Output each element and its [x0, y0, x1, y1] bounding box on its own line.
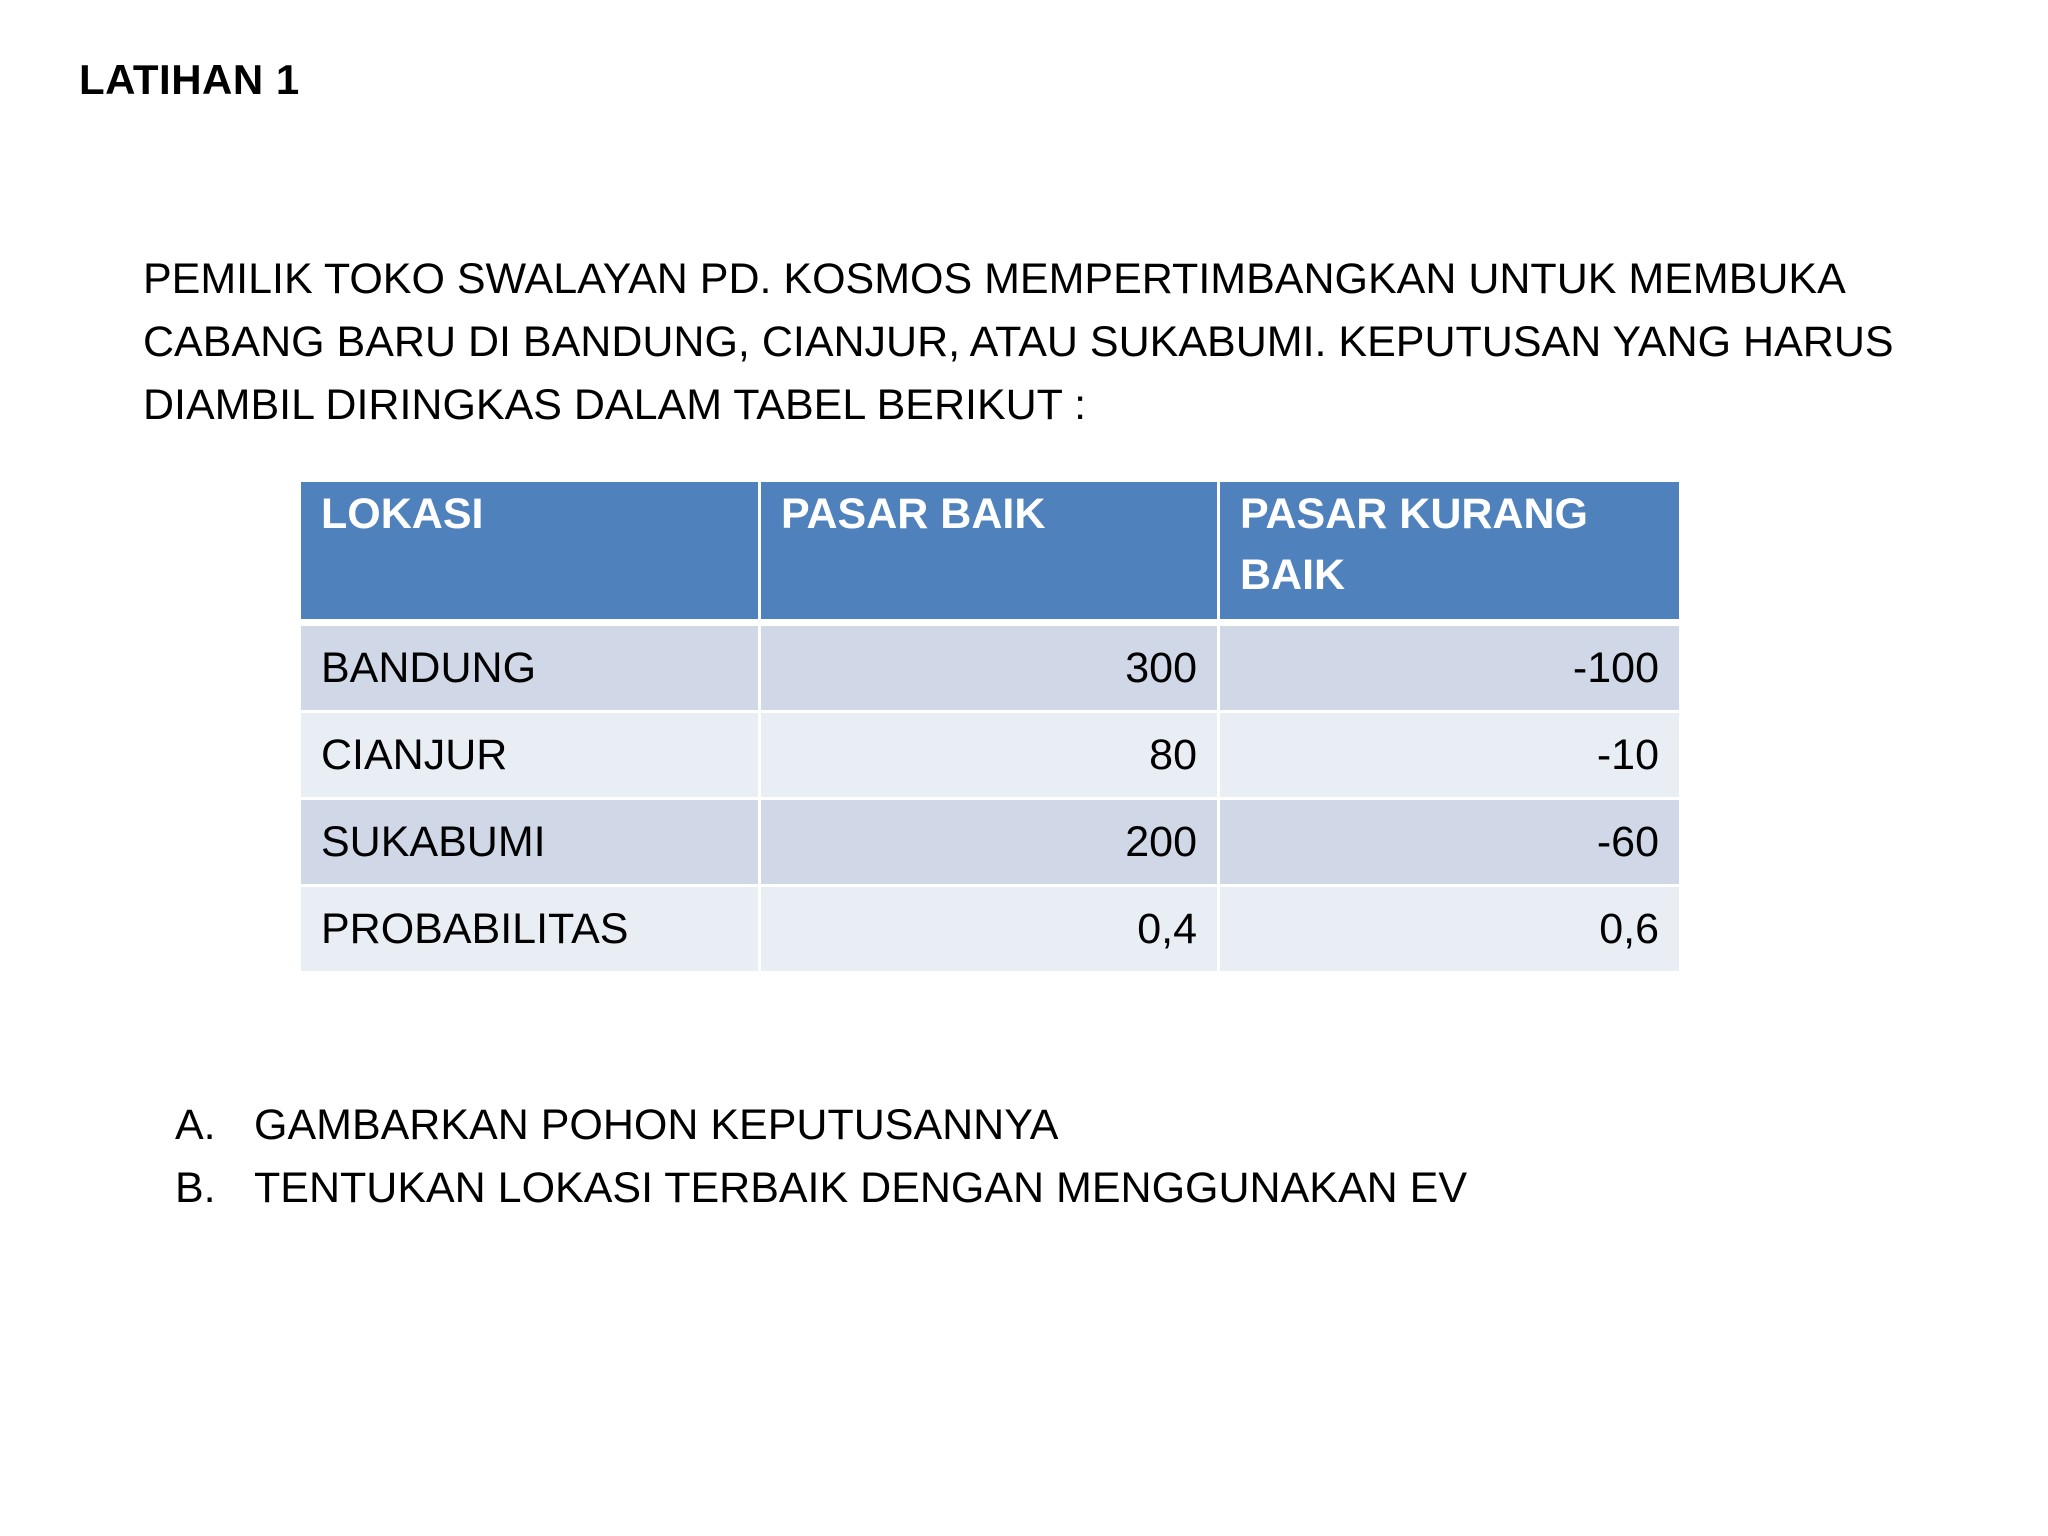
- header-pasar-baik: PASAR BAIK: [761, 482, 1220, 626]
- cell-pasar-kurang-baik: -60: [1220, 800, 1679, 887]
- header-lokasi: LOKASI: [301, 482, 761, 626]
- header-pasar-kurang-baik: PASAR KURANG BAIK: [1220, 482, 1679, 626]
- task-text: GAMBARKAN POHON KEPUTUSANNYA: [254, 1101, 1059, 1149]
- row-label: SUKABUMI: [301, 800, 761, 887]
- row-label: PROBABILITAS: [301, 887, 761, 974]
- cell-pasar-baik: 300: [761, 626, 1220, 713]
- row-label: BANDUNG: [301, 626, 761, 713]
- list-marker: A.: [175, 1101, 216, 1149]
- cell-pasar-kurang-baik: -100: [1220, 626, 1679, 713]
- slide-title: LATIHAN 1: [79, 56, 300, 103]
- intro-paragraph: PEMILIK TOKO SWALAYAN PD. KOSMOS MEMPERTIMBANGKAN UNTUK MEMBUKA CABANG BARU DI BANDUNG, CIANJUR, ATAU SUKABUMI. KEPUTUSAN YANG HARUS DIAMBIL DIRINGKAS DALAM TABEL BERIKUT :: [143, 255, 1894, 429]
- row-label: CIANJUR: [301, 713, 761, 800]
- task-text: TENTUKAN LOKASI TERBAIK DENGAN MENGGUNAKAN EV: [254, 1164, 1468, 1212]
- cell-pasar-kurang-baik: -10: [1220, 713, 1679, 800]
- decision-table: [301, 482, 1679, 974]
- list-item: [175, 1094, 1467, 1157]
- task-list: [175, 1094, 1467, 1220]
- cell-pasar-kurang-baik: 0,6: [1220, 887, 1679, 974]
- cell-pasar-baik: 200: [761, 800, 1220, 887]
- list-marker: B.: [175, 1164, 216, 1212]
- table-row: [301, 800, 1679, 887]
- table-row: [301, 887, 1679, 974]
- cell-pasar-baik: 80: [761, 713, 1220, 800]
- table-row: [301, 626, 1679, 713]
- table-row: [301, 713, 1679, 800]
- cell-pasar-baik: 0,4: [761, 887, 1220, 974]
- table-header-row: [301, 482, 1679, 626]
- list-item: [175, 1157, 1467, 1220]
